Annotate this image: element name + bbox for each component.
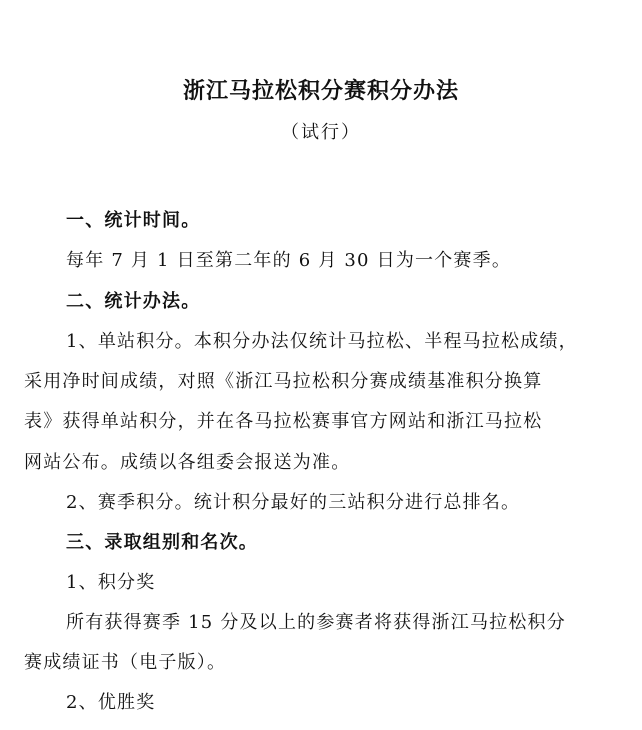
subsection-heading: 1、积分奖 [66, 572, 156, 593]
paragraph-line: 2、赛季积分。统计积分最好的三站积分进行总排名。 [66, 492, 521, 513]
paragraph-line: 网站公布。成绩以各组委会报送为准。 [24, 452, 351, 473]
section-heading-2: 二、统计办法。 [66, 291, 201, 312]
subsection-heading: 2、优胜奖 [66, 692, 156, 713]
section-heading-1: 一、统计时间。 [66, 210, 201, 231]
section-heading-3: 三、录取组别和名次。 [66, 532, 258, 553]
document-title: 浙江马拉松积分赛积分办法 [182, 78, 459, 104]
paragraph-line: 1、单站积分。本积分办法仅统计马拉松、半程马拉松成绩， [66, 331, 578, 352]
paragraph-line: 所有获得赛季 15 分及以上的参赛者将获得浙江马拉松积分 [66, 612, 566, 633]
document-subtitle: （试行） [281, 122, 361, 143]
paragraph-line: 赛成绩证书（电子版）。 [24, 652, 227, 673]
paragraph-line: 每年 7 月 1 日至第二年的 6 月 30 日为一个赛季。 [66, 250, 512, 271]
paragraph-line: 采用净时间成绩，对照《浙江马拉松积分赛成绩基准积分换算 [24, 371, 543, 392]
paragraph-line: 表》获得单站积分，并在各马拉松赛事官方网站和浙江马拉松 [24, 411, 543, 432]
